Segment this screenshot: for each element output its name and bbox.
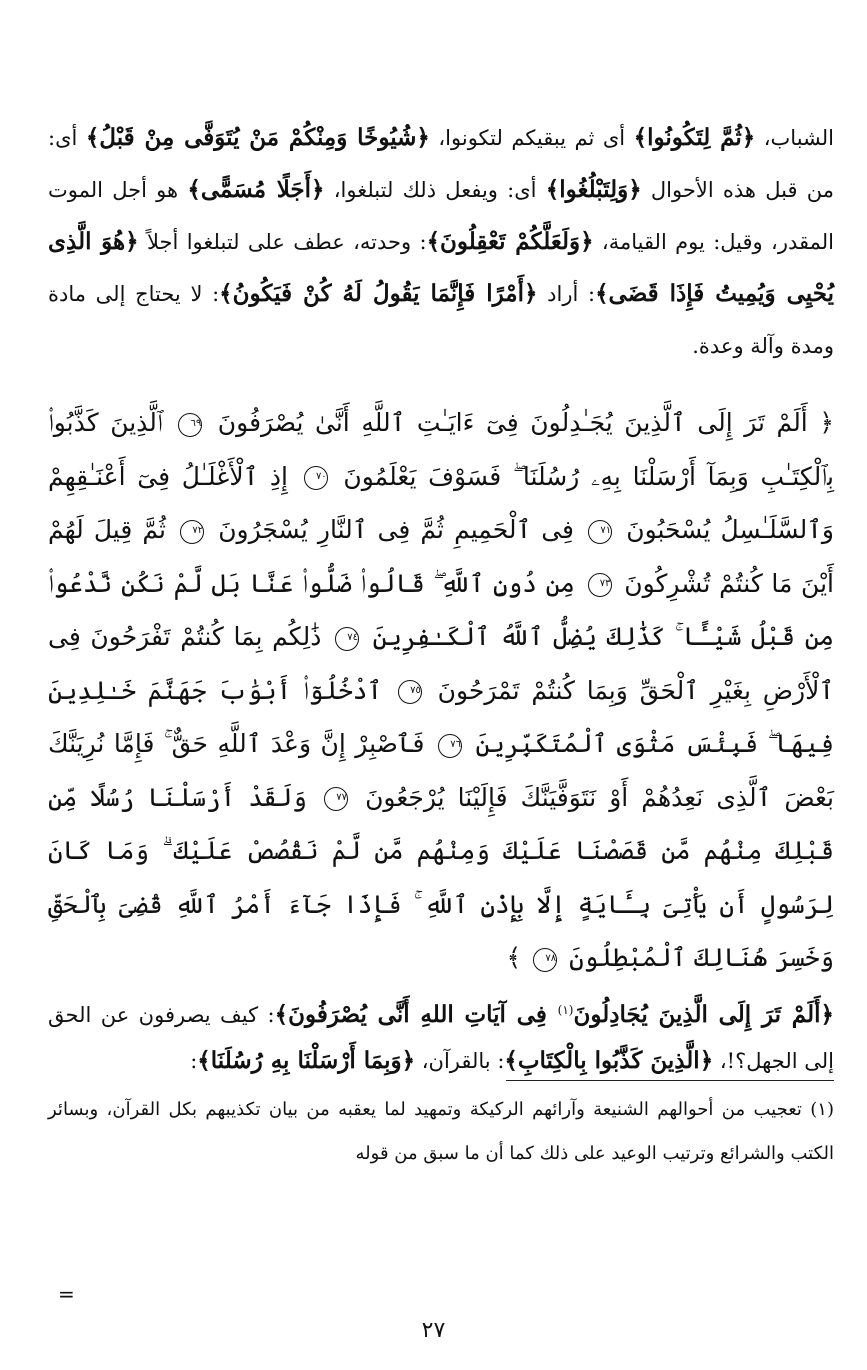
verse-number-marker: ٧٦ <box>438 734 462 758</box>
footnote: (١) تعجيب من أحوالهم الشنيعة وآرائهم الركيكة وتمهيد لما يعقبه من بيان تكذيبهم بكل القرآن، وبسائر الكتب والشرائع وترتيب الوعيد على ذلك كما أن ما سبق من قوله <box>48 1099 834 1164</box>
verse-text: إِذِ ٱلْأَغْلَـٰلُ فِىٓ أَعْنَـٰقِهِمْ وَٱلسَّلَـٰسِلُ يُسْحَبُونَ <box>48 461 834 544</box>
quoted-verse: ﴿ثُمَّ لِتَكُونُوا﴾ <box>633 124 756 151</box>
verse-text: مِن دُونِ ٱللَّهِ ۖ قَالُوا۟ ضَلُّوا۟ عَنَّا بَل لَّمْ نَكُن نَّدْعُوا۟ مِن قَبْلُ شَيْـًٔا ۚ كَذَٰلِكَ يُضِلُّ ٱللَّهُ ٱلْكَـٰفِرِينَ <box>48 568 835 651</box>
verse-text: ثُمَّ قِيلَ لَهُمْ أَيْنَ مَا كُنتُمْ تُشْرِكُونَ <box>48 515 834 598</box>
verse-text: ٱلَّذِينَ كَذَّبُوا۟ بِٱلْكِتَـٰبِ وَبِمَآ أَرْسَلْنَا بِهِۦ رُسُلَنَا ۖ فَسَوْفَ يَعْلَمُونَ <box>48 408 834 491</box>
continuation-mark: = <box>58 1282 75 1306</box>
commentary-text: أى ثم يبقيكم لتكونوا، <box>429 126 634 150</box>
verse-number-marker: ٧٤ <box>335 627 359 651</box>
verse-number-marker: ٧٢ <box>180 520 204 544</box>
verse-number-marker: ٧٨ <box>533 948 557 972</box>
commentary-text: : لا يحتاج إلى مادة ومدة وآلة وعدة. <box>48 282 834 358</box>
verse-number-marker: ٧٧ <box>324 787 348 811</box>
quoted-verse: ﴿شُيُوخًا وَمِنْكُمْ مَنْ يُتَوَفَّى مِنْ قَبْلُ﴾ <box>85 124 430 151</box>
verse-text: ذَٰلِكُم بِمَا كُنتُمْ تَفْرَحُونَ فِى ٱلْأَرْضِ بِغَيْرِ ٱلْحَقِّ وَبِمَا كُنتُمْ تَمْرَحُونَ <box>48 622 834 705</box>
verse-text: فَٱصْبِرْ إِنَّ وَعْدَ ٱللَّهِ حَقٌّ ۚ فَإِمَّا نُرِيَنَّكَ بَعْضَ ٱلَّذِى نَعِدُهُمْ أَوْ نَتَوَفَّيَنَّكَ فَإِلَيْنَا يُرْجَعُونَ <box>48 729 835 812</box>
quoted-verse: ﴿أَلَمْ تَرَ إِلَى الَّذِينَ يُجَادِلُونَ <box>573 1000 834 1028</box>
commentary-text: : وحدته، عطف على لتبلغوا أجلاً <box>138 230 427 254</box>
commentary-text: : بالقرآن، <box>415 1048 505 1073</box>
quran-verses-block <box>48 396 834 985</box>
quoted-verse: ﴿وَبِمَا أَرْسَلْنَا بِهِ رُسُلَنَا﴾ <box>197 1046 416 1074</box>
verse-number-marker: ٦٩ <box>178 413 202 437</box>
verse-text: فِى ٱلْحَمِيمِ ثُمَّ فِى ٱلنَّارِ يُسْجَرُونَ <box>208 515 585 544</box>
verse-text: أَلَمْ تَرَ إِلَى ٱلَّذِينَ يُجَـٰدِلُونَ فِىٓ ءَايَـٰتِ ٱللَّهِ أَنَّىٰ يُصْرَفُونَ <box>206 408 820 437</box>
commentary-text: : أراد <box>537 282 596 306</box>
tafsir-commentary-top <box>48 112 834 372</box>
quoted-verse: ﴿وَلَعَلَّكُمْ تَعْقِلُونَ﴾ <box>426 228 594 255</box>
ornate-bracket-close: ﴾ <box>506 943 530 972</box>
verse-text: ٱدْخُلُوٓا۟ أَبْوَٰبَ جَهَنَّمَ خَـٰلِدِينَ فِيهَا ۖ فَبِئْسَ مَثْوَى ٱلْمُتَكَبِّرِينَ <box>48 675 834 758</box>
verse-number-marker: ٧٣ <box>588 573 612 597</box>
commentary-text: هو أجل الموت المقدر، وقيل: يوم القيامة، <box>48 178 834 254</box>
page-number: ٢٧ <box>421 1318 446 1343</box>
verse-text: وَلَقَدْ أَرْسَلْنَا رُسُلًا مِّن قَبْلِكَ مِنْهُم مَّن قَصَصْنَا عَلَيْكَ وَمِنْهُم مَّن لَّمْ نَقْصُصْ عَلَيْكَ ۗ وَمَا كَانَ لِرَسُولٍ أَن يَأْتِىَ بِـَٔايَةٍ إِلَّا بِإِذْنِ ٱللَّهِ ۚ فَإِذَا جَآءَ أَمْرُ ٱللَّهِ قُضِىَ بِٱلْحَقِّ وَخَسِرَ هُنَالِكَ ٱلْمُبْطِلُونَ <box>48 782 834 972</box>
quoted-verse: فِى آيَاتِ اللهِ أَنَّى يُصْرَفُونَ﴾ <box>274 1000 558 1028</box>
ornate-bracket-open: ﴿ <box>819 408 834 437</box>
commentary-text: أى: من قبل هذه الأحوال <box>48 126 834 202</box>
page-body <box>48 112 834 1084</box>
quoted-verse: ﴿أَمْرًا فَإِنَّمَا يَقُولُ لَهُ كُنْ فَيَكُونُ﴾ <box>219 280 538 307</box>
commentary-text: : <box>190 1048 198 1073</box>
commentary-text: : كيف يصرفون عن الحق إلى الجهل؟!، <box>48 1002 834 1073</box>
quoted-verse: ﴿أَجَلًا مُسَمًّى﴾ <box>187 176 325 203</box>
commentary-text: الشباب، <box>755 126 835 150</box>
tafsir-commentary-bottom <box>48 987 834 1084</box>
verse-number-marker: ٧٥ <box>398 680 422 704</box>
footnote-divider <box>506 1080 834 1081</box>
quoted-verse: ﴿هُوَ الَّذِى يُحْيِى وَيُمِيتُ فَإِذَا قَضَى﴾ <box>48 228 835 307</box>
commentary-text: أى: ويفعل ذلك لتبلغوا، <box>324 178 546 202</box>
quoted-verse: ﴿وَلِتَبْلُغُوا﴾ <box>545 176 642 203</box>
footnote-ref: (١) <box>557 1002 574 1017</box>
verse-number-marker: ٧١ <box>588 520 612 544</box>
verse-number-marker: ٧٠ <box>304 466 328 490</box>
quoted-verse: ﴿الَّذِينَ كَذَّبُوا بِالْكِتَابِ﴾ <box>504 1046 714 1074</box>
